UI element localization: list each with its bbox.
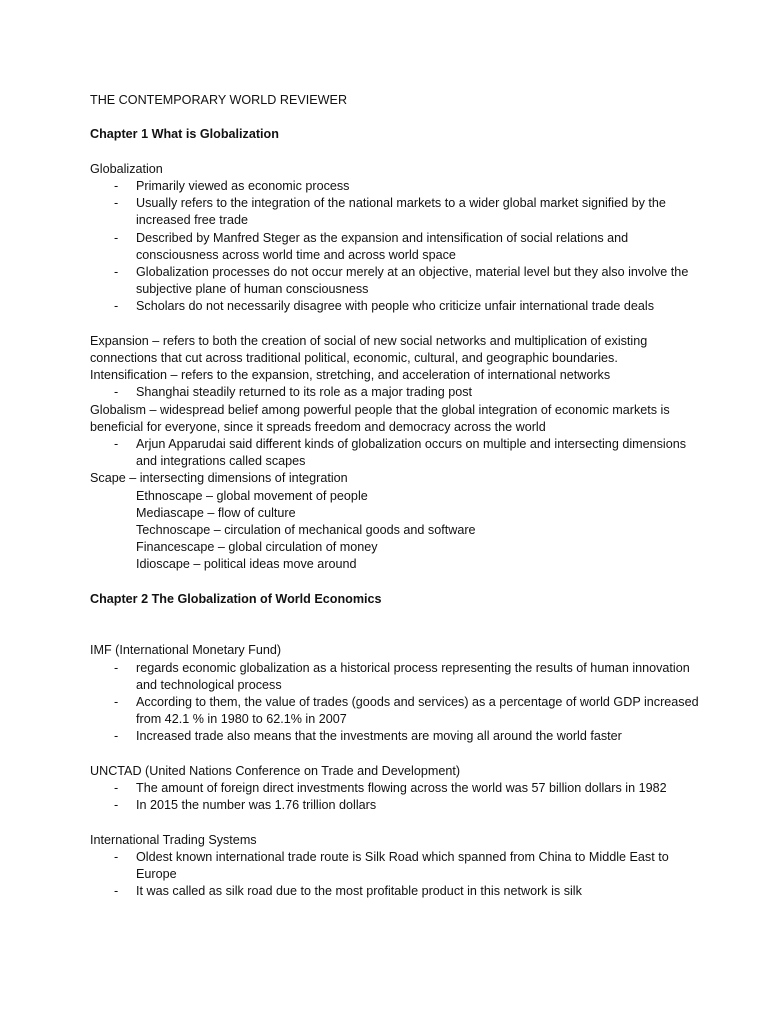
globalization-list [90,178,710,316]
scape-definition: Scape – intersecting dimensions of integration [90,471,348,486]
imf-list [90,660,710,746]
list-item: - Arjun Apparudai said different kinds of globalization occurs on multiple and intersecting dimensions and integrations called scapes [114,437,687,469]
list-item: - The amount of foreign direct investments flowing across the world was 57 billion dollars in 1982 [114,781,667,796]
scape-item: Financescape – global circulation of money [136,540,378,555]
list-item: - Usually refers to the integration of the national markets to a wider global market signified by the increased free trade [114,196,666,228]
intensification-definition: Intensification – refers to the expansion, stretching, and acceleration of international networks [90,368,611,383]
list-item: - Scholars do not necessarily disagree with people who criticize unfair international trade deals [114,299,655,314]
scape-item: Idioscape – political ideas move around [136,557,357,572]
trading-systems-list [90,849,710,901]
list-item: - Oldest known international trade route is Silk Road which spanned from China to Middle East to Europe [114,849,669,882]
intensification-list [90,384,710,401]
list-item: - In 2015 the number was 1.76 trillion dollars [114,798,377,813]
imf-label: IMF (International Monetary Fund) [90,643,282,658]
document-title: THE CONTEMPORARY WORLD REVIEWER [90,93,348,107]
scape-item: Mediascape – flow of culture [136,505,296,520]
list-item: - Described by Manfred Steger as the expansion and intensification of social relations and consciousness across world time and across world space [114,230,629,262]
list-item: - It was called as silk road due to the most profitable product in this network is silk [114,884,582,899]
list-item: - According to them, the value of trades (goods and services) as a percentage of world GDP increased from 42.1 % in 1980 to 62.1% in 2007 [114,695,699,727]
list-item: - regards economic globalization as a historical process representing the results of human innovation and technological process [114,660,690,692]
chapter-2-heading: Chapter 2 The Globalization of World Economics [90,591,382,606]
list-item: - Shanghai steadily returned to its role as a major trading post [114,385,473,400]
scape-item: Technoscape – circulation of mechanical goods and software [136,523,476,538]
chapter-1-heading: Chapter 1 What is Globalization [90,127,279,142]
scape-item: Ethnoscape – global movement of people [136,488,368,503]
list-item: - Globalization processes do not occur merely at an objective, material level but they also involve the subjective plane of human consciousness [114,264,689,297]
globalization-label: Globalization [90,161,163,176]
globalism-definition: Globalism – widespread belief among powerful people that the global integration of economic markets is beneficial for everyone, since it spreads freedom and democracy across the world [90,402,670,434]
globalism-list [90,436,710,470]
trading-systems-label: International Trading Systems [90,832,257,847]
list-item: - Primarily viewed as economic process [114,178,350,193]
unctad-list [90,780,710,814]
expansion-definition: Expansion – refers to both the creation of social of new social networks and multiplication of existing connections that cut across traditional political, economic, cultural, and geographic boundaries. [90,333,648,365]
unctad-label: UNCTAD (United Nations Conference on Trade and Development) [90,763,461,778]
document-content [90,92,710,900]
list-item: - Increased trade also means that the investments are moving all around the world faster [114,729,622,744]
